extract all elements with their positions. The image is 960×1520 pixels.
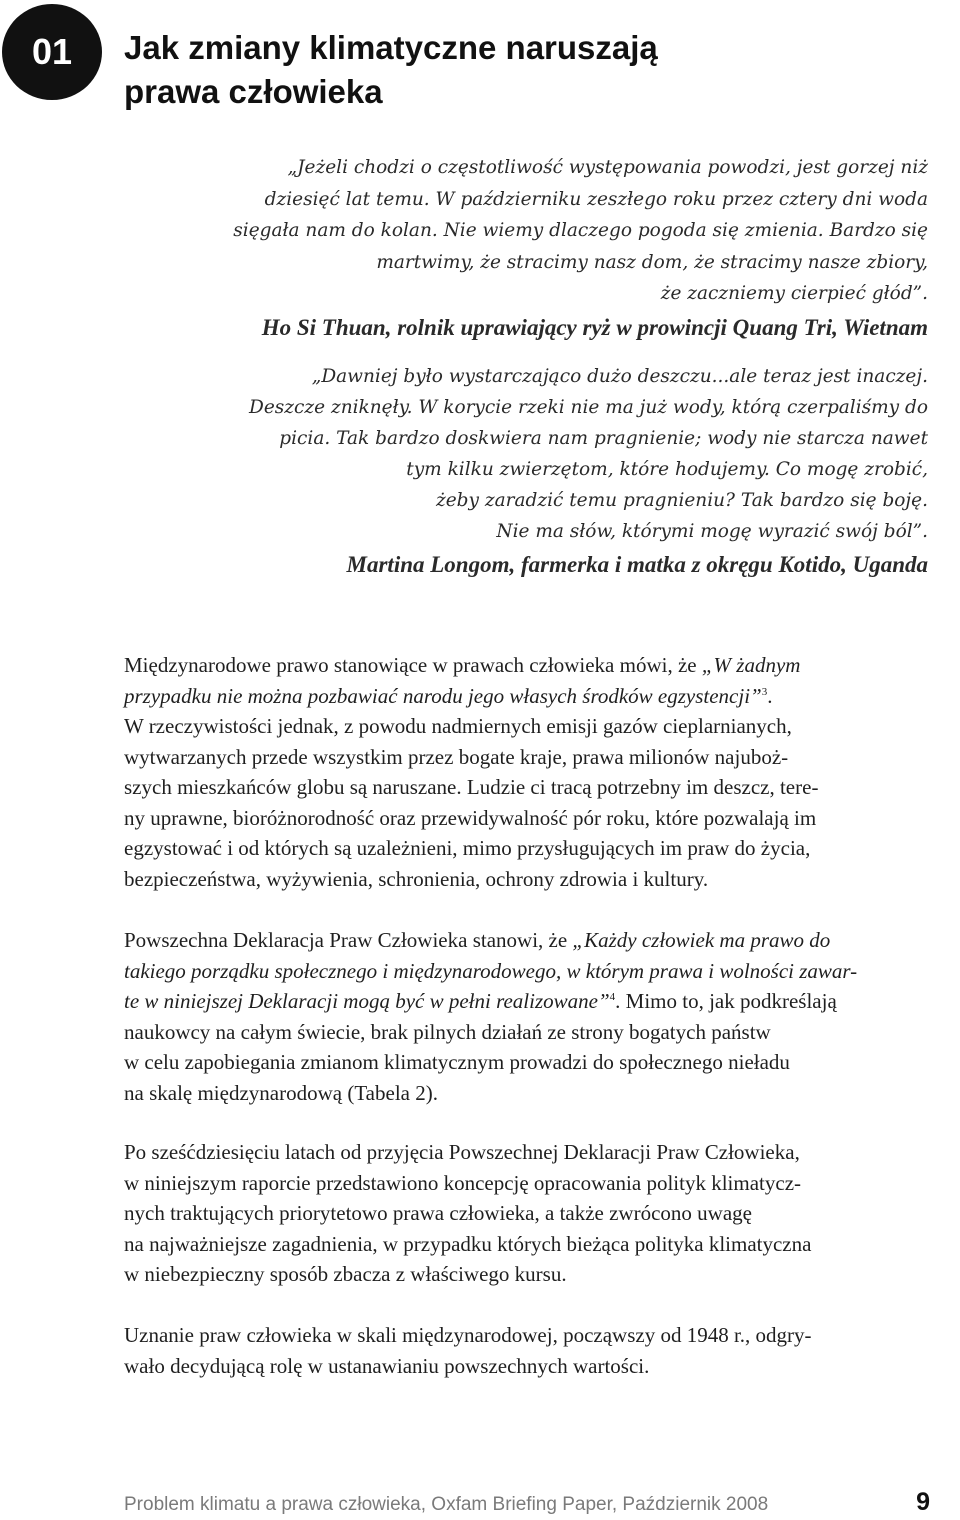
paragraph-line — [124, 681, 930, 712]
quote-line: dziesięć lat temu. W październiku zeszłego roku przez cztery dni woda — [264, 188, 928, 210]
quote-ho-si-thuan — [233, 152, 928, 343]
paragraph-line: Po sześćdziesięciu latach od przyjęcia Powszechnej Deklaracji Praw Człowieka, — [124, 1140, 800, 1164]
paragraph-line: bezpieczeństwa, wyżywienia, schronienia, ochrony zdrowia i kultury. — [124, 866, 709, 891]
quote-line: „Jeżeli chodzi o częstotliwość występowania powodzi, jest gorzej niż — [287, 157, 928, 178]
quote-attribution: Ho Si Thuan, rolnik uprawiający ryż w prowincji Quang Tri, Wietnam — [261, 314, 928, 340]
paragraph-line: na najważniejsze zagadnienia, w przypadku których bieżąca polityka klimatyczna — [124, 1231, 812, 1256]
chapter-number-badge: 01 — [2, 4, 102, 100]
text-run: Powszechna Deklaracja Praw Człowieka stanowi, że — [124, 928, 573, 952]
text-run: . Mimo to, jak podkreślają — [615, 989, 837, 1013]
page-footer: Problem klimatu a prawa człowieka, Oxfam Briefing Paper, Październik 2008 — [124, 1494, 769, 1515]
paragraph-line: naukowcy na całym świecie, brak pilnych działań ze strony bogatych państw — [124, 1019, 771, 1044]
quote-line: tym kilku zwierzętom, które hodujemy. Co mogę zrobić, — [406, 459, 928, 480]
page-number: 9 — [916, 1488, 930, 1516]
body-paragraph-2 — [124, 925, 930, 1108]
quote-martina-longom — [249, 361, 928, 580]
paragraph-line: takiego porządku społecznego i międzynarodowego, w którym prawa i wolności zawar- — [124, 958, 858, 983]
text-run: . — [767, 683, 773, 708]
paragraph-line: nych traktujących priorytetowo prawa człowieka, a także zwrócono uwagę — [124, 1201, 752, 1225]
paragraph-line — [124, 650, 930, 681]
footnote-ref: 3 — [761, 685, 768, 698]
paragraph-line: na skalę międzynarodową (Tabela 2). — [124, 1080, 438, 1105]
citation-text: „Każdy człowiek ma prawo do — [572, 928, 831, 952]
body-paragraph-1 — [124, 650, 930, 894]
quote-line: sięgała nam do kolan. Nie wiemy dlaczego pogoda się zmienia. Bardzo się — [233, 220, 928, 241]
text-run: Międzynarodowe prawo stanowiące w prawach człowieka mówi, że — [124, 653, 702, 677]
quote-line: że zaczniemy cierpieć głód”. — [660, 283, 928, 304]
chapter-title-line: prawa człowieka — [124, 73, 383, 110]
paragraph-line — [124, 986, 930, 1017]
body-paragraph-4 — [124, 1320, 930, 1381]
paragraph-line: egzystować i od których są uzależnieni, mimo przysługujących im praw do życia, — [124, 836, 811, 860]
citation-text: te w niniejszej Deklaracji mogą być w pełni realizowane” — [124, 989, 610, 1013]
quote-line: Deszcze zniknęły. W korycie rzeki nie ma już wody, którą czerpaliśmy do — [248, 397, 928, 418]
body-paragraph-3 — [124, 1137, 930, 1290]
paragraph-line: Uznanie praw człowieka w skali międzynarodowej, począwszy od 1948 r., odgry- — [124, 1323, 812, 1347]
quote-line: martwimy, że stracimy nasz dom, że stracimy nasze zbiory, — [376, 251, 928, 273]
chapter-title-line: Jak zmiany klimatyczne naruszają — [124, 29, 658, 66]
chapter-title — [124, 26, 924, 114]
paragraph-line — [124, 925, 930, 956]
paragraph-line: szych mieszkańców globu są naruszane. Ludzie ci tracą potrzebny im deszcz, tere- — [124, 775, 819, 799]
paragraph-line: wytwarzanych przede wszystkim przez bogate kraje, prawa milionów najuboż- — [124, 744, 789, 769]
citation-text: „W żadnym — [701, 653, 801, 677]
paragraph-line: w celu zapobiegania zmianom klimatycznym prowadzi do społecznego nieładu — [124, 1050, 790, 1074]
quote-line: „Dawniej było wystarczająco dużo deszczu...ale teraz jest inaczej. — [311, 366, 928, 387]
citation-text: przypadku nie można pozbawiać narodu jego własych środków egzystencji” — [124, 683, 762, 708]
quote-line: żeby zaradzić temu pragnieniu? Tak bardzo się boję. — [435, 490, 928, 511]
paragraph-line: W rzeczywistości jednak, z powodu nadmiernych emisji gazów cieplarnianych, — [124, 714, 792, 738]
quote-line: Nie ma słów, którymi mogę wyrazić swój ból”. — [496, 521, 928, 542]
paragraph-line: w niebezpieczny sposób zbacza z właściwego kursu. — [124, 1262, 567, 1286]
paragraph-line: ny uprawne, bioróżnorodność oraz przewidywalność pór roku, które pozwalają im — [124, 805, 817, 830]
quote-attribution: Martina Longom, farmerka i matka z okręgu Kotido, Uganda — [346, 552, 928, 577]
paragraph-line: w niniejszym raporcie przedstawiono koncepcję opracowania polityk klimatycz- — [124, 1170, 802, 1195]
paragraph-line: wało decydującą rolę w ustanawianiu powszechnych wartości. — [124, 1353, 650, 1378]
quote-line: picia. Tak bardzo doskwiera nam pragnienie; wody nie starcza nawet — [279, 428, 928, 449]
footnote-ref: 4 — [609, 991, 616, 1003]
